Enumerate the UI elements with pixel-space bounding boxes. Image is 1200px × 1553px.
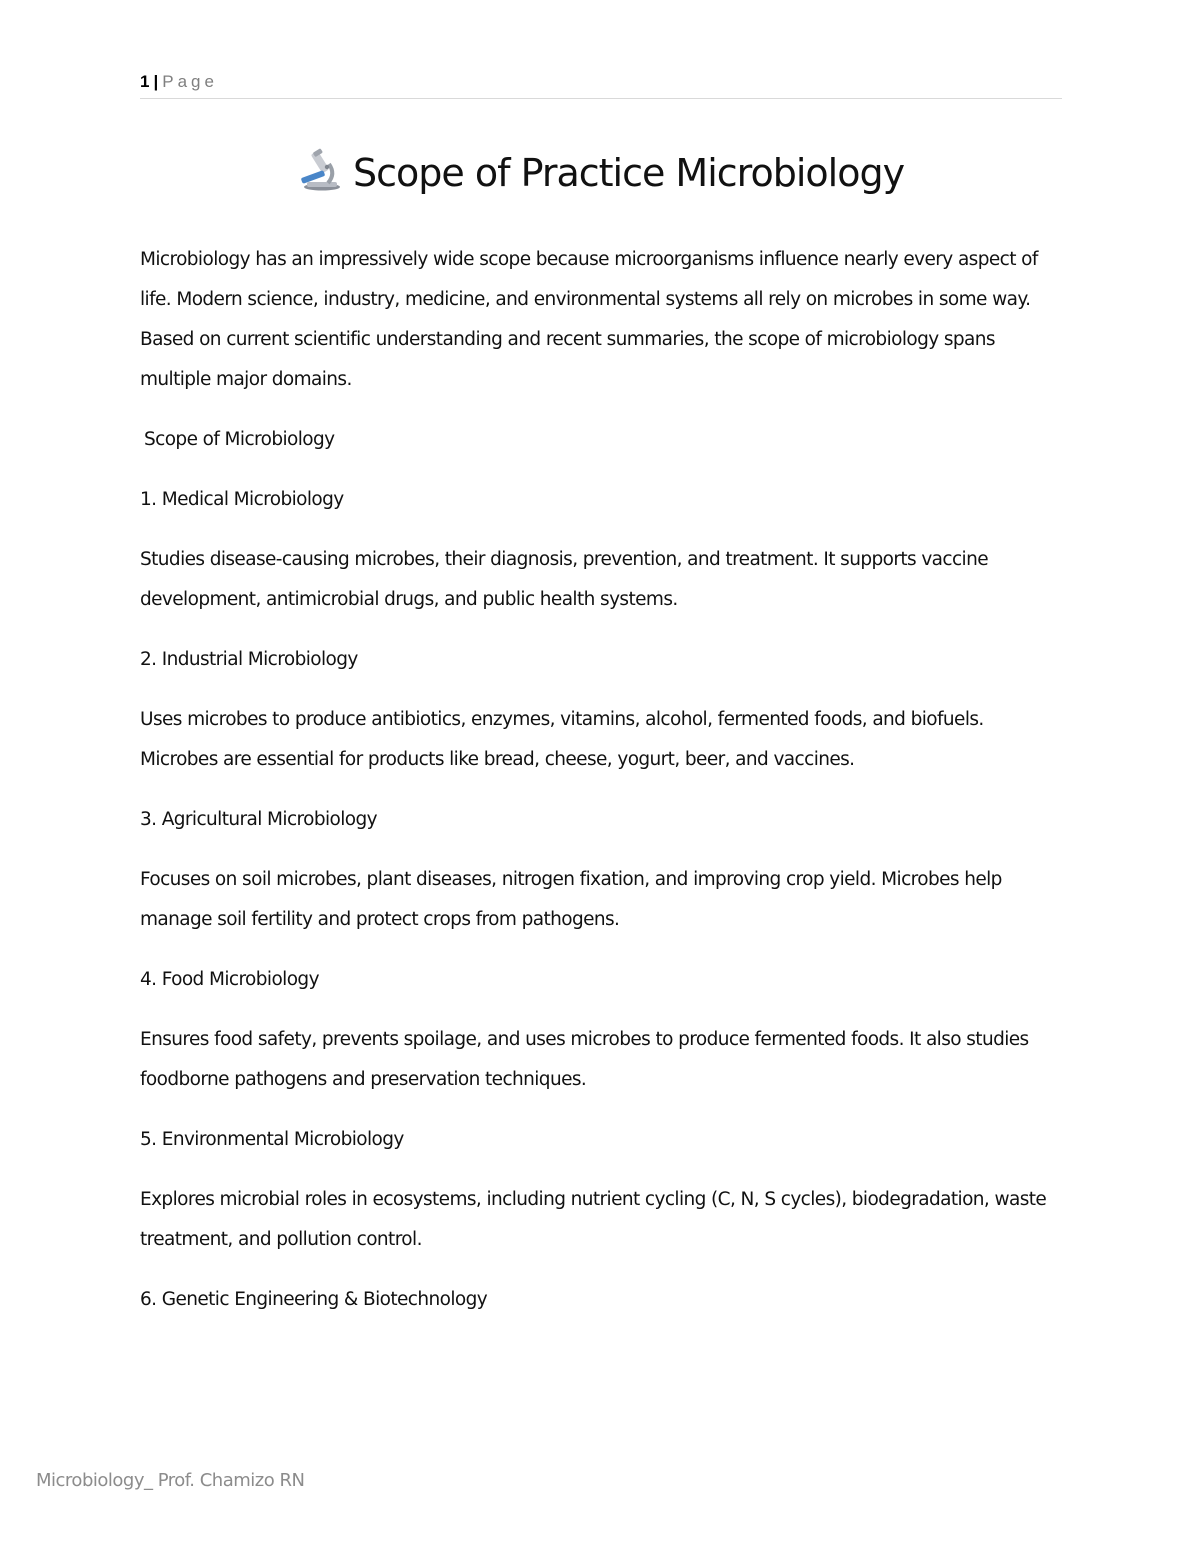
section-body-environmental: Explores microbial roles in ecosystems, including nutrient cycling (C, N, S cycles), biodegradation, waste treatment, and pollution control. [140,1189,1047,1250]
title-text: Scope of Practice Microbiology [353,151,905,195]
microscope-icon [298,148,342,192]
page-label: Page [162,72,218,91]
header-separator: | [153,72,159,91]
section-heading-industrial: 2. Industrial Microbiology [140,649,358,670]
section-heading-environmental: 5. Environmental Microbiology [140,1129,404,1150]
scope-label: Scope of Microbiology [144,429,335,450]
section-heading-genetic: 6. Genetic Engineering & Biotechnology [140,1289,488,1310]
section-heading-agricultural: 3. Agricultural Microbiology [140,809,377,830]
section-body-food: Ensures food safety, prevents spoilage, and uses microbes to produce fermented foods. It also studies foodborne pathogens and preservation techniques. [140,1029,1029,1090]
page-header [140,72,1062,99]
section-heading-medical: 1. Medical Microbiology [140,489,344,510]
section-heading-food: 4. Food Microbiology [140,969,319,990]
section-body-medical: Studies disease-causing microbes, their diagnosis, prevention, and treatment. It supports vaccine development, antimicrobial drugs, and public health systems. [140,549,988,610]
document-title [140,148,1062,195]
section-body-industrial: Uses microbes to produce antibiotics, enzymes, vitamins, alcohol, fermented foods, and biofuels. Microbes are essential for products like bread, cheese, yogurt, beer, and vaccines. [140,709,984,770]
document-body [140,240,1062,1340]
section-body-agricultural: Focuses on soil microbes, plant diseases, nitrogen fixation, and improving crop yield. Microbes help manage soil fertility and protect crops from pathogens. [140,869,1002,930]
intro-paragraph: Microbiology has an impressively wide scope because microorganisms influence nearly every aspect of life. Modern science, industry, medicine, and environmental systems all rely on microbes in some way. Based on current scientific understanding and recent summaries, the scope of microbiology spans multiple major domains. [140,249,1038,390]
page-number: 1 [140,72,150,91]
page-footer: Microbiology_ Prof. Chamizo RN [36,1470,305,1491]
